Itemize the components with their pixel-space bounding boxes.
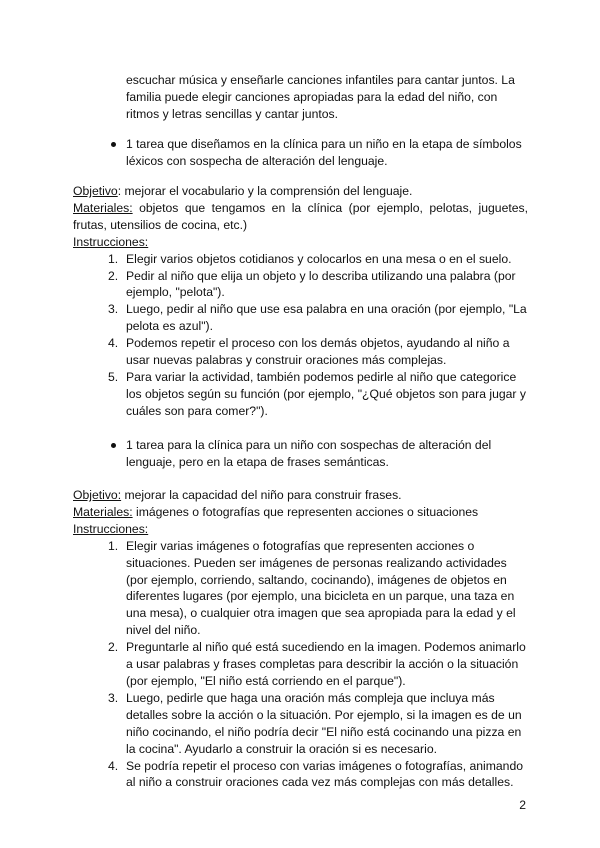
task2-objective	[73, 487, 528, 504]
step-number: 2.	[108, 640, 119, 655]
list-item	[73, 301, 528, 335]
step-text: Elegir varias imágenes o fotografías que representen acciones o situaciones. Pueden ser imágenes de personas realizando actividades (por ejemplo, corriendo, saltando, cocinando), imágenes de objetos en diferentes lugares (por ejemplo, una bicicleta en un parque, una taza en una mesa), o cualquier otra imagen que sea apropiada para la edad y el nivel del niño.	[126, 538, 516, 638]
instructions-label: Instrucciones:	[73, 234, 149, 249]
list-item	[73, 251, 528, 268]
task2-bullet	[126, 437, 528, 471]
task2-section	[73, 487, 528, 791]
objective-label: Objetivo	[73, 184, 118, 198]
list-item	[73, 758, 528, 792]
materials-label: Materiales:	[73, 504, 133, 519]
step-number: 4.	[108, 758, 119, 773]
page-number: 2	[519, 798, 526, 812]
task1-section	[73, 183, 528, 420]
step-text: Luego, pedirle que haga una oración más compleja que incluya más detalles sobre la acción o la situación. Por ejemplo, si la imagen es de un niño cocinando, el niño podría decir "El niño está cocinando una pizza en la cocina". Ayudarlo a construir la oración si es necesario.	[126, 690, 522, 756]
bullet-dot-icon	[111, 142, 116, 147]
bullet-dot-icon	[111, 443, 116, 448]
step-number: 3.	[108, 302, 119, 317]
step-text: Para variar la actividad, también podemos pedirle al niño que categorice los objetos según su función (por ejemplo, "¿Qué objetos son para jugar y cuáles son para comer?").	[126, 369, 526, 418]
task2-steps	[73, 538, 528, 792]
task1-bullet	[126, 136, 528, 170]
step-number: 1.	[108, 251, 119, 266]
list-item	[73, 369, 528, 420]
task1-materials	[73, 200, 528, 234]
intro-paragraph: escuchar música y enseñarle canciones infantiles para cantar juntos. La familia puede elegir canciones apropiadas para la edad del niño, con ritmos y letras sencillas y cantar juntos.	[126, 73, 515, 121]
step-text: Podemos repetir el proceso con los demás objetos, ayudando al niño a usar nuevas palabras y construir oraciones más complejas.	[126, 336, 510, 368]
step-text: Preguntarle al niño qué está sucediendo en la imagen. Podemos animarlo a usar palabras y frases completas para describir la acción o la situación (por ejemplo, "El niño está corriendo en el parque").	[126, 640, 526, 688]
list-item	[73, 538, 528, 639]
step-text: Luego, pedir al niño que use esa palabra en una oración (por ejemplo, "La pelota es azul").	[126, 302, 527, 334]
step-number: 5.	[108, 369, 119, 384]
task2-materials	[73, 504, 528, 521]
list-item	[73, 268, 528, 302]
task1-objective	[73, 183, 528, 200]
task2-instructions	[73, 521, 528, 538]
objective-label: Objetivo:	[73, 488, 122, 502]
materials-text: imágenes o fotografías que representen acciones o situaciones	[132, 504, 479, 519]
materials-text: objetos que tengamos en la clínica (por ejemplo, pelotas, juguetes, frutas, utensilios de cocina, etc.)	[73, 200, 528, 232]
task1-instructions	[73, 234, 528, 251]
step-number: 3.	[108, 690, 119, 705]
list-item	[73, 639, 528, 690]
list-item	[73, 335, 528, 369]
materials-label: Materiales:	[73, 200, 133, 215]
list-item	[73, 690, 528, 758]
step-number: 2.	[108, 268, 119, 283]
objective-text: : mejorar el vocabulario y la comprensión del lenguaje.	[117, 184, 413, 198]
instructions-label: Instrucciones:	[73, 521, 149, 536]
task1-bullet-text: 1 tarea que diseñamos en la clínica para un niño en la etapa de símbolos léxicos con sospecha de alteración del lenguaje.	[126, 137, 522, 168]
step-number: 4.	[108, 336, 119, 351]
step-number: 1.	[108, 538, 119, 553]
step-text: Pedir al niño que elija un objeto y lo describa utilizando una palabra (por ejemplo, "pelota").	[126, 268, 516, 300]
step-text: Elegir varios objetos cotidianos y colocarlos en una mesa o en el suelo.	[126, 251, 512, 266]
step-text: Se podría repetir el proceso con varias imágenes o fotografías, animando al niño a construir oraciones cada vez más complejas con más detalles.	[126, 758, 523, 790]
objective-text: mejorar la capacidad del niño para construir frases.	[121, 488, 402, 502]
task2-bullet-text: 1 tarea para la clínica para un niño con sospechas de alteración del lenguaje, pero en la etapa de frases semánticas.	[126, 438, 492, 469]
task1-steps	[73, 251, 528, 420]
